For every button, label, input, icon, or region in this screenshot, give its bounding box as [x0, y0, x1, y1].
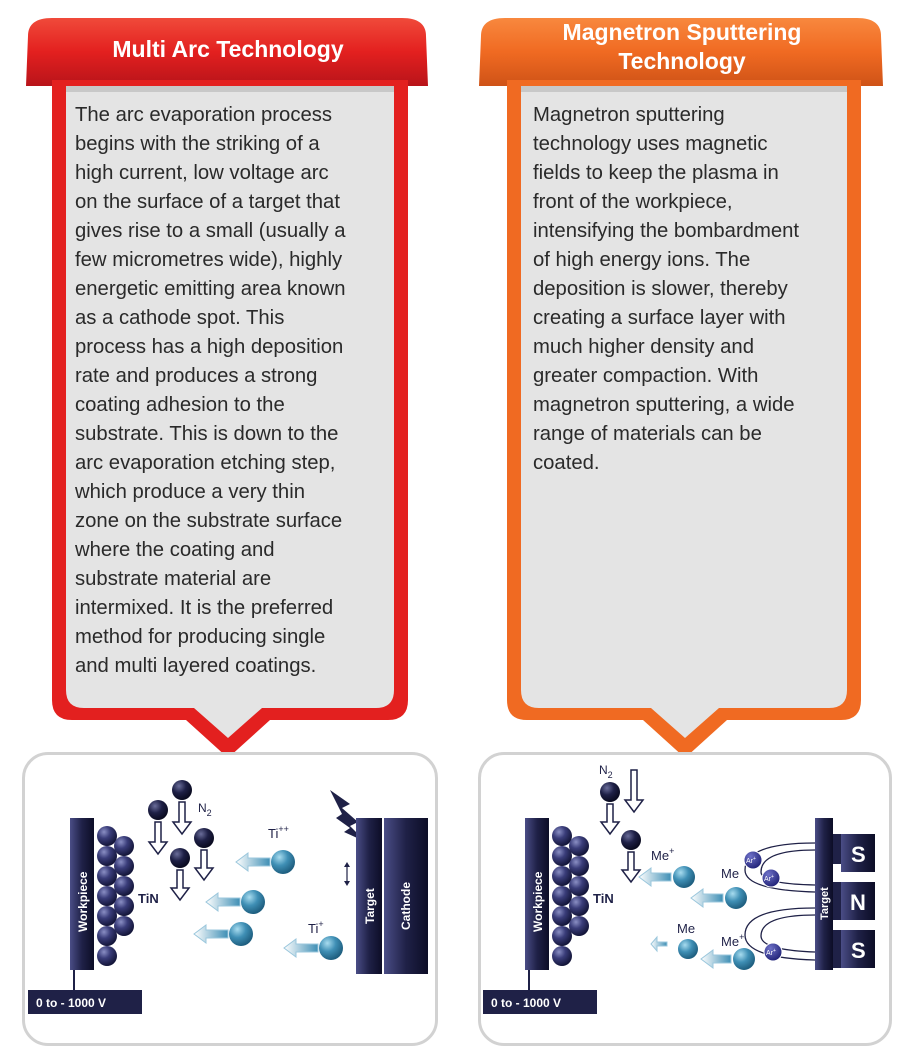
ti-p-label: Ti+ [308, 919, 324, 936]
ti-ions [194, 850, 343, 960]
magnet-s2: S [851, 938, 866, 963]
tin-label: TiN [593, 891, 614, 906]
magnetron-title-line1: Magnetron Sputtering [562, 19, 802, 45]
me-plus-label-2: Me+ [721, 932, 745, 949]
ar-label-1: Ar+ [746, 856, 756, 865]
ti-pp-label: Ti++ [268, 824, 289, 841]
n2-molecules [148, 780, 214, 900]
me-label-1: Me [721, 866, 740, 881]
workpiece-label: Workpiece [531, 871, 545, 932]
magnet-n: N [850, 890, 866, 915]
magnet-s1: S [851, 842, 866, 867]
tin-cluster [552, 826, 589, 966]
me-ions [639, 866, 755, 970]
n2-molecules [600, 770, 643, 882]
n2-label: $N_2$ [198, 801, 212, 818]
target-label: Target [819, 887, 831, 920]
n2-label: $N_2$ [599, 763, 613, 780]
multi-arc-body: The arc evaporation process begins with the striking of a high current, low voltage arc on the surface of a target that gives rise to a small (usually a few micrometres wide), highly energetic emitting area known as a cathode spot. This process has a high deposition rate and produces a strong coating adhesion to the substrate. This is down to the arc evaporation etching step, which produce a very thin zone on the substrate surface where the coating and substrate material are intermixed. It is the preferred method for producing single and multi layered coatings. [75, 104, 346, 677]
magnetron-diagram [455, 0, 910, 1063]
tin-label: TiN [138, 891, 159, 906]
target-label: Target [363, 888, 377, 924]
magnetron-body: Magnetron sputtering technology uses magnetic fields to keep the plasma in front of the workpiece, intensifying the bombardment of high energy ions. The deposition is slower, thereby creating a surface layer with much higher density and greater compaction. With magnetron sputtering, a wide range of materials can be coated. [533, 104, 800, 474]
voltage-label: 0 to - 1000 V [491, 996, 562, 1010]
voltage-label: 0 to - 1000 V [36, 996, 107, 1010]
workpiece-label: Workpiece [76, 871, 90, 932]
ar-label-3: Ar+ [766, 948, 776, 957]
me-label-2: Me [677, 921, 696, 936]
magnetron-title-line2: Technology [618, 48, 746, 74]
ar-label-2: Ar+ [764, 874, 774, 883]
tin-cluster [97, 826, 134, 966]
ar-ions [744, 851, 782, 961]
multi-arc-title: Multi Arc Technology [112, 36, 344, 62]
cathode-label: Cathode [399, 882, 413, 930]
me-plus-label-1: Me+ [651, 846, 675, 863]
